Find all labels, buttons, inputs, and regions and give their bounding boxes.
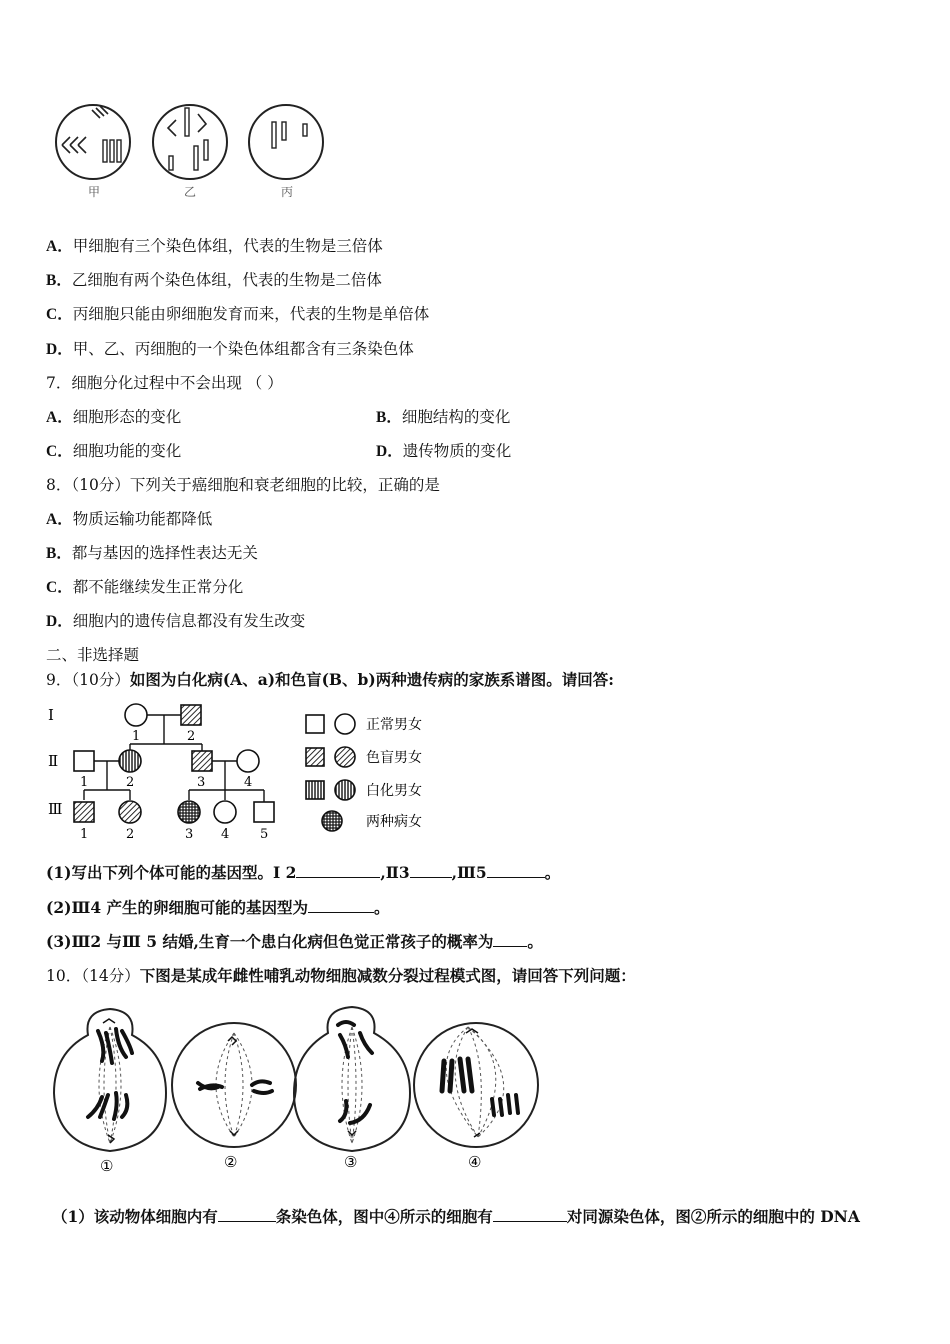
pedigree-figure	[44, 698, 444, 846]
gen3-num-1: 1	[80, 827, 89, 842]
cell-yi	[153, 105, 227, 179]
cell-1	[54, 1009, 166, 1151]
gen3-num-3: 3	[185, 827, 194, 842]
fig-label-2: ②	[224, 1153, 238, 1171]
q6-option-a: A．甲细胞有三个染色体组，代表的生物是三倍体	[46, 237, 383, 255]
legend-normal: 正常男女	[366, 717, 422, 733]
answer-blank[interactable]	[308, 898, 374, 913]
legend-both: 两种病女	[366, 814, 422, 830]
label-jia: 甲	[88, 185, 101, 199]
q8-option-c: C．都不能继续发生正常分化	[46, 578, 244, 596]
gen2-num-3: 3	[197, 775, 206, 790]
fig-label-3: ③	[344, 1153, 358, 1171]
gen-label-3: Ⅲ	[48, 800, 63, 818]
gen3-female-2	[119, 801, 141, 823]
fig-label-4: ④	[468, 1153, 482, 1171]
meiosis-figure	[48, 1005, 558, 1175]
q7-option-c: C．细胞功能的变化	[46, 442, 182, 460]
q7-option-a: A．细胞形态的变化	[46, 408, 182, 426]
gen2-male-1	[74, 751, 94, 771]
answer-blank[interactable]	[487, 863, 545, 878]
gen3-num-4: 4	[221, 827, 230, 842]
cell-bing	[249, 105, 323, 179]
gen3-female-4	[214, 801, 236, 823]
gen2-num-2: 2	[126, 775, 135, 790]
gen2-female-4	[237, 750, 259, 772]
gen-label-2: Ⅱ	[48, 752, 59, 770]
cell-3	[294, 1007, 410, 1151]
q10-sub-1: （1）该动物体细胞内有 条染色体，图中④所示的细胞有 对同源染色体，图②所示的细胞中的 DNA	[52, 1207, 860, 1226]
cell-4	[414, 1023, 538, 1147]
q8-option-b: B．都与基因的选择性表达无关	[46, 544, 258, 562]
legend-albinism: 白化男女	[366, 783, 422, 799]
q9-sub-1: (1)写出下列个体可能的基因型。Ⅰ 2 ,Ⅱ3 ,Ⅲ5 。	[46, 863, 561, 882]
q10-stem: 10．（14分）下图是某成年雌性哺乳动物细胞减数分裂过程模式图，请回答下列问题：	[46, 966, 636, 985]
q6-option-b: B．乙细胞有两个染色体组，代表的生物是二倍体	[46, 271, 382, 289]
label-yi: 乙	[184, 185, 197, 199]
q6-option-c: C．丙细胞只能由卵细胞发育而来，代表的生物是单倍体	[46, 305, 430, 323]
gen3-num-5: 5	[260, 827, 269, 842]
pedigree-legend	[306, 714, 422, 831]
q7-option-b: B．细胞结构的变化	[376, 408, 511, 426]
q9-sub-3: (3)Ⅲ2 与Ⅲ 5 结婚,生育一个患白化病但色觉正常孩子的概率为 。	[46, 932, 543, 951]
section-heading: 二、非选择题	[46, 646, 140, 664]
gen-label-1: Ⅰ	[48, 706, 54, 724]
answer-blank[interactable]	[493, 932, 527, 947]
q7-stem: 7．细胞分化过程中不会出现 （ ）	[46, 374, 283, 392]
gen1-female-1	[125, 704, 147, 726]
cell-jia	[56, 105, 130, 179]
answer-blank[interactable]	[218, 1207, 276, 1222]
chromosome-cells-figure	[48, 100, 338, 210]
gen2-female-2	[119, 750, 141, 772]
gen3-num-2: 2	[126, 827, 135, 842]
gen2-num-4: 4	[244, 775, 253, 790]
q7-option-d: D．遗传物质的变化	[376, 442, 512, 460]
answer-blank[interactable]	[296, 863, 380, 878]
q8-option-d: D．细胞内的遗传信息都没有发生改变	[46, 612, 306, 630]
gen2-male-3	[192, 751, 212, 771]
answer-blank[interactable]	[410, 863, 452, 878]
q9-stem: 9．（10分）如图为白化病(A、a)和色盲(B、b)两种遗传病的家族系谱图。请回答:	[46, 670, 614, 689]
q8-option-a: A．物质运输功能都降低	[46, 510, 213, 528]
gen1-num-2: 2	[187, 729, 196, 744]
q8-stem: 8．（10分）下列关于癌细胞和衰老细胞的比较，正确的是	[46, 476, 440, 494]
gen1-male-2	[181, 705, 201, 725]
gen1-num-1: 1	[132, 729, 141, 744]
answer-blank[interactable]	[493, 1207, 567, 1222]
label-bing: 丙	[281, 185, 294, 199]
cell-2	[172, 1023, 296, 1147]
gen2-num-1: 1	[80, 775, 89, 790]
gen3-female-3	[178, 801, 200, 823]
gen3-male-5	[254, 802, 274, 822]
legend-colorblind: 色盲男女	[366, 750, 422, 766]
gen3-male-1	[74, 802, 94, 822]
q6-option-d: D．甲、乙、丙细胞的一个染色体组都含有三条染色体	[46, 340, 414, 358]
fig-label-1: ①	[100, 1157, 114, 1175]
q9-sub-2: (2)Ⅲ4 产生的卵细胞可能的基因型为 。	[46, 898, 390, 917]
